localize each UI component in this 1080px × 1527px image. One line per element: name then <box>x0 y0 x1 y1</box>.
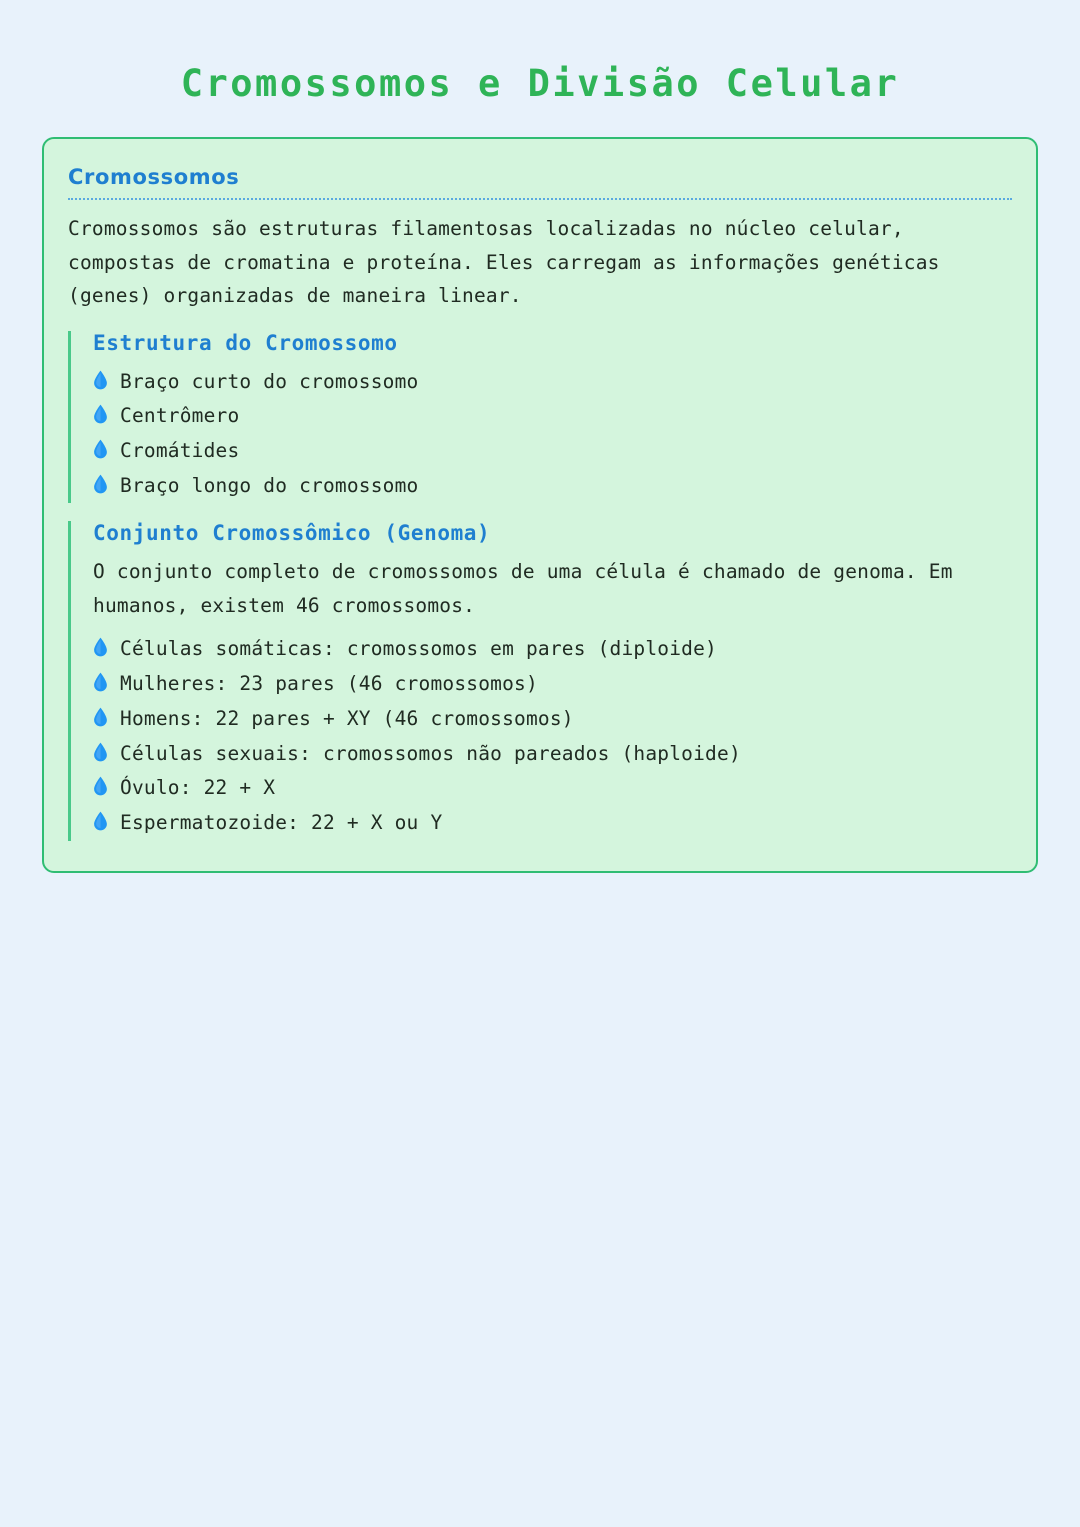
water-drop-icon <box>93 810 108 832</box>
list-item <box>93 771 1012 806</box>
water-drop-icon <box>93 403 108 425</box>
list-item-label: Braço curto do cromossomo <box>120 369 419 393</box>
list-item <box>93 365 1012 400</box>
page-title: Cromossomos e Divisão Celular <box>180 62 900 105</box>
list-item-label: Células somáticas: cromossomos em pares (diploide) <box>120 637 717 661</box>
list-item <box>93 434 1012 469</box>
section-estrutura-do-cromossomo <box>68 331 1012 504</box>
list-item-label: Homens: 22 pares + XY (46 cromossomos) <box>120 706 574 730</box>
water-drop-icon <box>93 741 108 763</box>
section-list <box>93 632 1012 840</box>
section-title: Conjunto Cromossômico (Genoma) <box>93 521 491 546</box>
water-drop-icon <box>93 473 108 495</box>
list-item <box>93 702 1012 737</box>
water-drop-icon <box>93 438 108 460</box>
list-item <box>93 399 1012 434</box>
section-conjunto-cromossomico-genoma <box>68 521 1012 840</box>
list-item <box>93 469 1012 504</box>
water-drop-icon <box>93 636 108 658</box>
list-item <box>93 632 1012 667</box>
water-drop-icon <box>93 706 108 728</box>
water-drop-icon <box>93 775 108 797</box>
list-item <box>93 667 1012 702</box>
card-intro-text: Cromossomos são estruturas filamentosas localizadas no núcleo celular, compostas de cromatina e proteína. Eles carregam as informações genéticas (genes) organizadas de maneira linear. <box>68 217 940 308</box>
water-drop-icon <box>93 671 108 693</box>
content-card <box>42 137 1038 873</box>
list-item-label: Centrômero <box>120 404 240 428</box>
list-item-label: Espermatozoide: 22 + X ou Y <box>120 810 443 834</box>
list-item-label: Braço longo do cromossomo <box>120 473 419 497</box>
card-title: Cromossomos <box>68 165 1012 200</box>
list-item <box>93 737 1012 772</box>
section-text: O conjunto completo de cromossomos de uma célula é chamado de genoma. Em humanos, existem 46 cromossomos. <box>93 560 953 617</box>
water-drop-icon <box>93 369 108 391</box>
list-item <box>93 806 1012 841</box>
list-item-label: Cromátides <box>120 439 240 462</box>
list-item-label: Mulheres: 23 pares (46 cromossomos) <box>120 672 538 696</box>
section-title: Estrutura do Cromossomo <box>93 330 398 355</box>
list-item-label: Células sexuais: cromossomos não pareados (haploide) <box>120 741 741 765</box>
list-item-label: Óvulo: 22 + X <box>120 776 276 800</box>
section-list <box>93 365 1012 504</box>
